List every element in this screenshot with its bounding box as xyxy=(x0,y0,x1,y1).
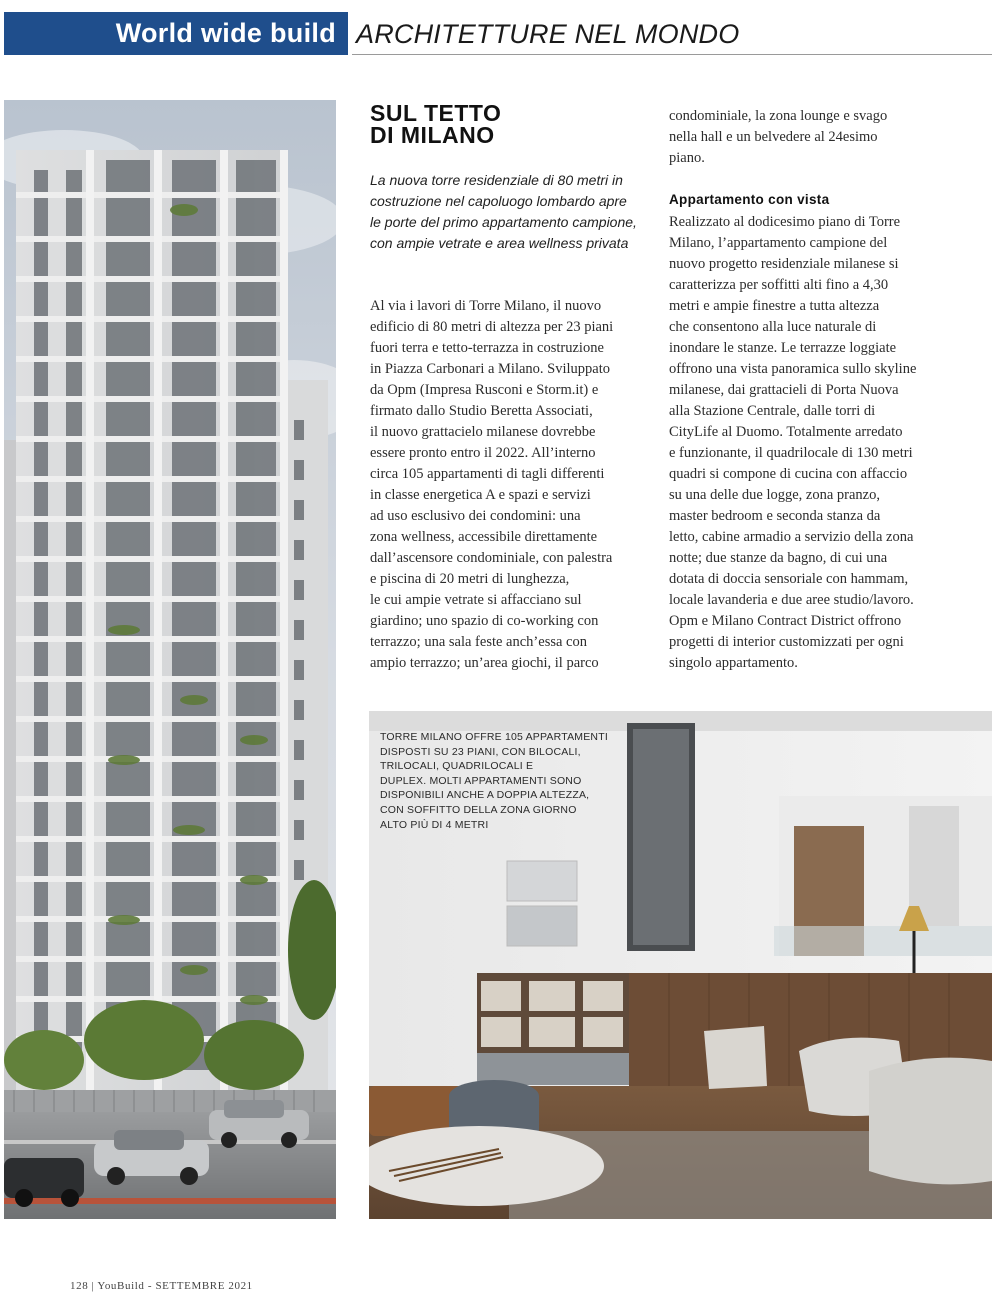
header-divider xyxy=(352,54,992,55)
title-line-2: DI MILANO xyxy=(370,122,495,148)
caption-line: ALTO PIÙ DI 4 METRI xyxy=(380,818,489,831)
text-line: fuori terra e tetto-terrazza in costruzione xyxy=(370,340,604,356)
text-line: inondare le stanze. Le terrazze loggiate xyxy=(669,340,897,356)
text-line: caratterizza per soffitti alti fino a 4,30 xyxy=(669,277,889,293)
text-line: notte; due stanze da bagno, di cui una xyxy=(669,550,888,566)
caption-line: TORRE MILANO OFFRE 105 APPARTAMENTI xyxy=(380,731,608,743)
caption-line: DISPOSTI SU 23 PIANI, CON BILOCALI, xyxy=(380,745,581,758)
text-line: progetti di interior customizzati per ogni xyxy=(669,634,904,650)
page-footer: 128 | YouBuild - SETTEMBRE 2021 xyxy=(70,1280,253,1292)
caption-line: DISPONIBILI ANCHE A DOPPIA ALTEZZA, xyxy=(380,789,590,802)
text-line: ad uso esclusivo dei condomini: una xyxy=(370,508,581,524)
text-line: edificio di 80 metri di altezza per 23 piani xyxy=(370,319,614,335)
text-line: e piscina di 20 metri di lunghezza, xyxy=(370,571,570,587)
caption-line: CON SOFFITTO DELLA ZONA GIORNO xyxy=(380,803,577,816)
text-line: alla Stazione Centrale, dalle torri di xyxy=(669,403,876,419)
body-column-2-top xyxy=(669,106,965,169)
text-line: dall’ascensore condominiale, con palestra xyxy=(370,550,613,566)
text-line: terrazzo; una sala feste anch’essa con xyxy=(370,634,587,650)
body-column-2 xyxy=(669,212,965,674)
text-line: zona wellness, accessibile direttamente xyxy=(370,529,598,545)
caption-line: DUPLEX. MOLTI APPARTAMENTI SONO xyxy=(380,774,582,787)
text-line: dotata di doccia sensoriale con hammam, xyxy=(669,571,909,587)
text-line: quadri si compone di cucina con affaccio xyxy=(669,466,908,482)
text-line: piano. xyxy=(669,150,705,166)
text-line: in Piazza Carbonari a Milano. Sviluppato xyxy=(370,361,611,377)
caption-line: TRILOCALI, QUADRILOCALI E xyxy=(380,760,534,773)
text-line: le cui ampie vetrate si affacciano sul xyxy=(370,592,582,608)
article-title xyxy=(370,102,650,146)
text-line: offrono una vista panoramica sullo skyline xyxy=(669,361,917,377)
text-line: e funzionante, il quadrilocale di 130 metri xyxy=(669,445,913,461)
text-line: Realizzato al dodicesimo piano di Torre xyxy=(669,214,901,230)
text-line: condominiale, la zona lounge e svago xyxy=(669,108,888,124)
text-line: su una delle due logge, zona pranzo, xyxy=(669,487,880,503)
text-line: CityLife al Duomo. Totalmente arredato xyxy=(669,424,903,440)
text-line: metri e ampie finestre a tutta altezza xyxy=(669,298,880,314)
section-banner: World wide build xyxy=(4,12,348,55)
text-line: ampio terrazzo; un’area giochi, il parco xyxy=(370,655,599,671)
text-line: master bedroom e seconda stanza da xyxy=(669,508,881,524)
text-line: letto, cabine armadio a servizio della zona xyxy=(669,529,914,545)
section-subtitle: ARCHITETTURE NEL MONDO xyxy=(356,19,740,49)
text-line: da Opm (Impresa Rusconi e Storm.it) e xyxy=(370,382,599,398)
section-subheading: Appartamento con vista xyxy=(669,192,830,207)
text-line: nuovo progetto residenziale milanese si xyxy=(669,256,899,272)
text-line: il nuovo grattacielo milanese dovrebbe xyxy=(370,424,596,440)
text-line: che consentono alla luce naturale di xyxy=(669,319,877,335)
text-line: locale lavanderia e due aree studio/lavoro. xyxy=(669,592,914,608)
text-line: milanese, dai grattacieli di Porta Nuova xyxy=(669,382,899,398)
text-line: essere pronto entro il 2022. All’interno xyxy=(370,445,596,461)
photo-caption xyxy=(380,730,640,832)
text-line: giardino; uno spazio di co-working con xyxy=(370,613,599,629)
text-line: Al via i lavori di Torre Milano, il nuovo xyxy=(370,298,602,314)
body-column-1 xyxy=(370,296,666,674)
text-line: Milano, l’appartamento campione del xyxy=(669,235,888,251)
text-line: Opm e Milano Contract District offrono xyxy=(669,613,902,629)
text-line: in classe energetica A e spazi e servizi xyxy=(370,487,591,503)
text-line: singolo appartamento. xyxy=(669,655,798,671)
tower-photo xyxy=(4,100,336,1219)
text-line: nella hall e un belvedere al 24esimo xyxy=(669,129,878,145)
text-line: firmato dallo Studio Beretta Associati, xyxy=(370,403,593,419)
article-lead: La nuova torre residenziale di 80 metri in costruzione nel capoluogo lombardo apre le porte del primo appartamento campione, con ampie vetrate e area wellness privata xyxy=(370,172,637,251)
text-line: circa 105 appartamenti di tagli differenti xyxy=(370,466,605,482)
title-line-1: SUL TETTO xyxy=(370,100,502,126)
